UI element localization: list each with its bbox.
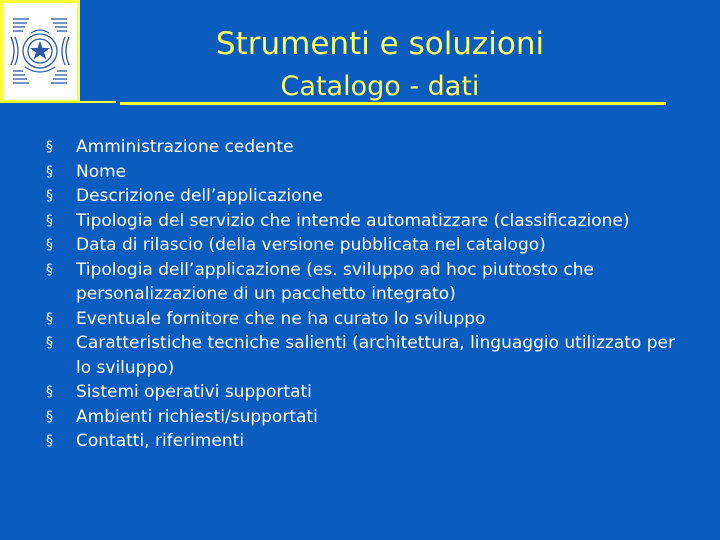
bullet-icon: §	[46, 212, 53, 229]
list-item	[46, 307, 686, 332]
list-item	[46, 405, 686, 430]
bullet-icon: §	[46, 163, 53, 180]
list-item	[46, 429, 686, 454]
list-item-text: Tipologia dell’applicazione (es. sviluppo ad hoc piuttosto che personalizzazione di un pacchetto integrato)	[76, 259, 594, 304]
bullet-icon: §	[46, 188, 53, 204]
list-item	[46, 160, 686, 185]
slide-title: Strumenti e soluzioni	[215, 26, 545, 62]
list-item	[46, 258, 686, 307]
list-item-text: Data di rilascio (della versione pubblicata nel catalogo)	[76, 235, 546, 255]
bullet-icon: §	[46, 408, 53, 425]
list-item	[46, 184, 686, 209]
list-item-text: Tipologia del servizio che intende automatizzare (classificazione)	[76, 210, 630, 231]
list-item-text: Eventuale fornitore che ne ha curato lo sviluppo	[76, 308, 486, 329]
list-item	[46, 380, 686, 405]
bullet-icon: §	[46, 139, 53, 155]
list-item-text: Descrizione dell’applicazione	[76, 186, 323, 206]
slide-subtitle: Catalogo - dati	[280, 71, 480, 102]
list-item-text: Nome	[76, 161, 127, 182]
list-item-text: Ambienti richiesti/supportati	[76, 406, 318, 427]
logo	[0, 0, 80, 103]
list-item	[46, 209, 686, 234]
bullet-icon: §	[46, 433, 53, 449]
italian-republic-emblem-icon	[9, 11, 71, 93]
list-item-text: Contatti, riferimenti	[76, 431, 245, 451]
list-item	[46, 233, 686, 258]
title-divider	[120, 102, 666, 105]
bullet-icon: §	[46, 310, 53, 327]
bullet-icon: §	[46, 237, 53, 253]
bullet-icon: §	[46, 384, 53, 400]
list-item	[46, 135, 686, 160]
list-item	[46, 331, 686, 380]
bullet-icon: §	[46, 261, 53, 278]
list-item-text: Sistemi operativi supportati	[76, 382, 312, 402]
list-item-text: Caratteristiche tecniche salienti (architettura, linguaggio utilizzato per lo sviluppo)	[76, 333, 675, 378]
list-item-text: Amministrazione cedente	[76, 137, 294, 157]
bullet-icon: §	[46, 335, 53, 351]
data-field-list	[46, 135, 686, 454]
